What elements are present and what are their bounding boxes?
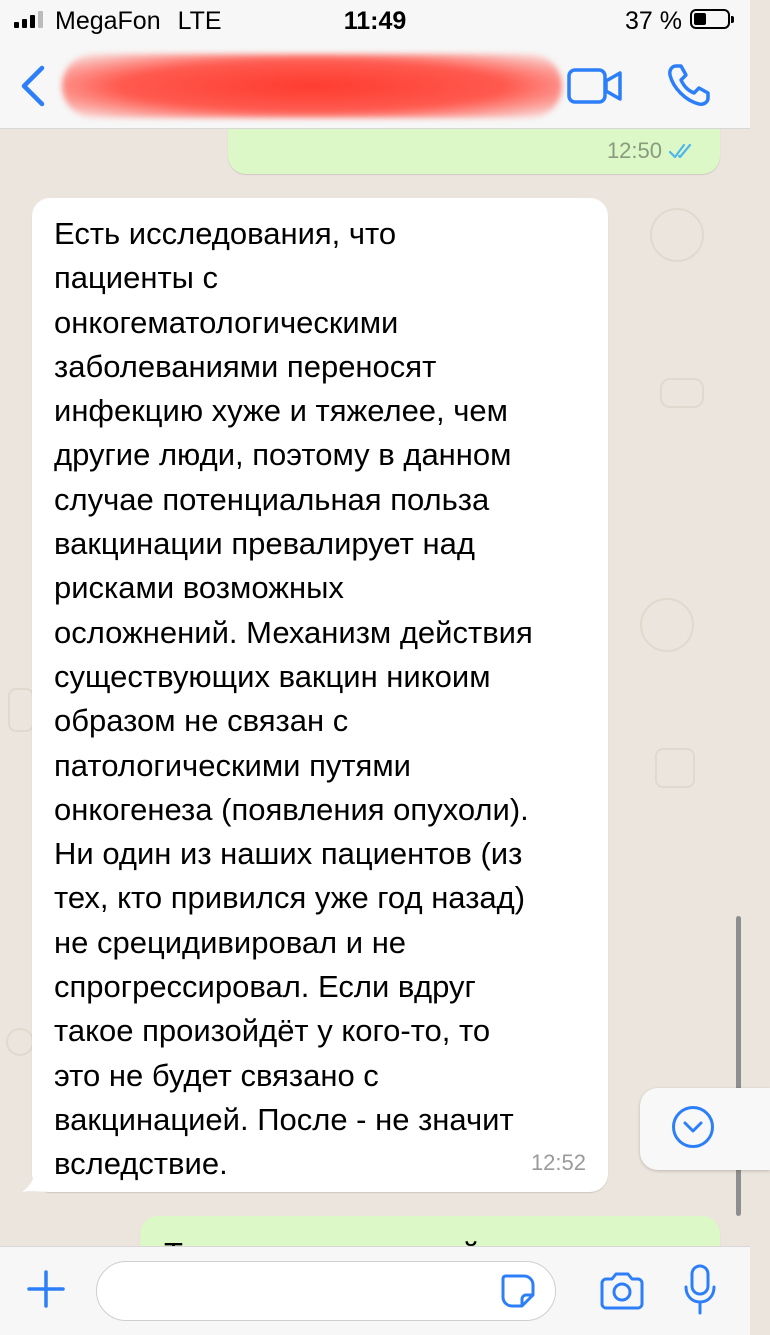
chat-header	[0, 44, 750, 129]
redacted-contact-name[interactable]	[62, 54, 562, 118]
message-time: 12:50	[606, 138, 662, 163]
wallpaper-doodle	[640, 598, 694, 652]
read-receipt-icon	[668, 142, 698, 160]
wallpaper-doodle	[650, 208, 704, 262]
microphone-icon[interactable]	[682, 1263, 718, 1317]
chat-area[interactable]	[0, 128, 750, 1246]
clock: 11:49	[343, 7, 407, 35]
message-incoming[interactable]	[32, 198, 608, 1192]
video-call-icon[interactable]	[566, 66, 624, 106]
scroll-to-bottom-button[interactable]	[640, 1088, 770, 1170]
plus-icon[interactable]	[26, 1269, 66, 1309]
message-input-bar	[0, 1246, 750, 1335]
wallpaper-doodle	[655, 748, 695, 788]
message-time: 12:52	[530, 1150, 586, 1175]
bubble-tail	[22, 1172, 52, 1192]
scrollbar[interactable]	[736, 916, 741, 1216]
camera-icon[interactable]	[598, 1271, 646, 1311]
battery-percent: 37 %	[625, 7, 682, 35]
wallpaper-doodle	[660, 378, 704, 408]
wallpaper-doodle	[6, 1028, 34, 1056]
battery-icon	[690, 9, 730, 29]
status-bar	[0, 0, 750, 44]
phone-icon[interactable]	[666, 62, 712, 108]
message-text: Есть исследования, что пациенты с онкогематологическими заболеваниями переносят инфекцию хуже и тяжелее, чем другие люди, поэтому в данном случае потенциальная польза вакцинации превалирует над рисками возможных осложнений. Механизм действия существующих вакцин никоим образом не связан с патологическими путями онкогенеза (появления опухоли). Ни один из наших пациентов (из тех, кто привился уже год назад) не срецидивировал и не спрогрессировал. Если вдруг такое произойдёт у кого-то, то это не будет связано с вакцинацией. После - не значит вследствие.	[54, 216, 533, 1182]
message-input[interactable]	[96, 1261, 556, 1321]
sticker-icon[interactable]	[500, 1273, 536, 1309]
wallpaper-doodle	[8, 688, 34, 732]
message-meta	[607, 138, 698, 164]
chevron-down-icon	[672, 1106, 714, 1148]
back-chevron-icon[interactable]	[14, 62, 54, 110]
carrier-label: MegaFon LTE	[55, 7, 222, 35]
